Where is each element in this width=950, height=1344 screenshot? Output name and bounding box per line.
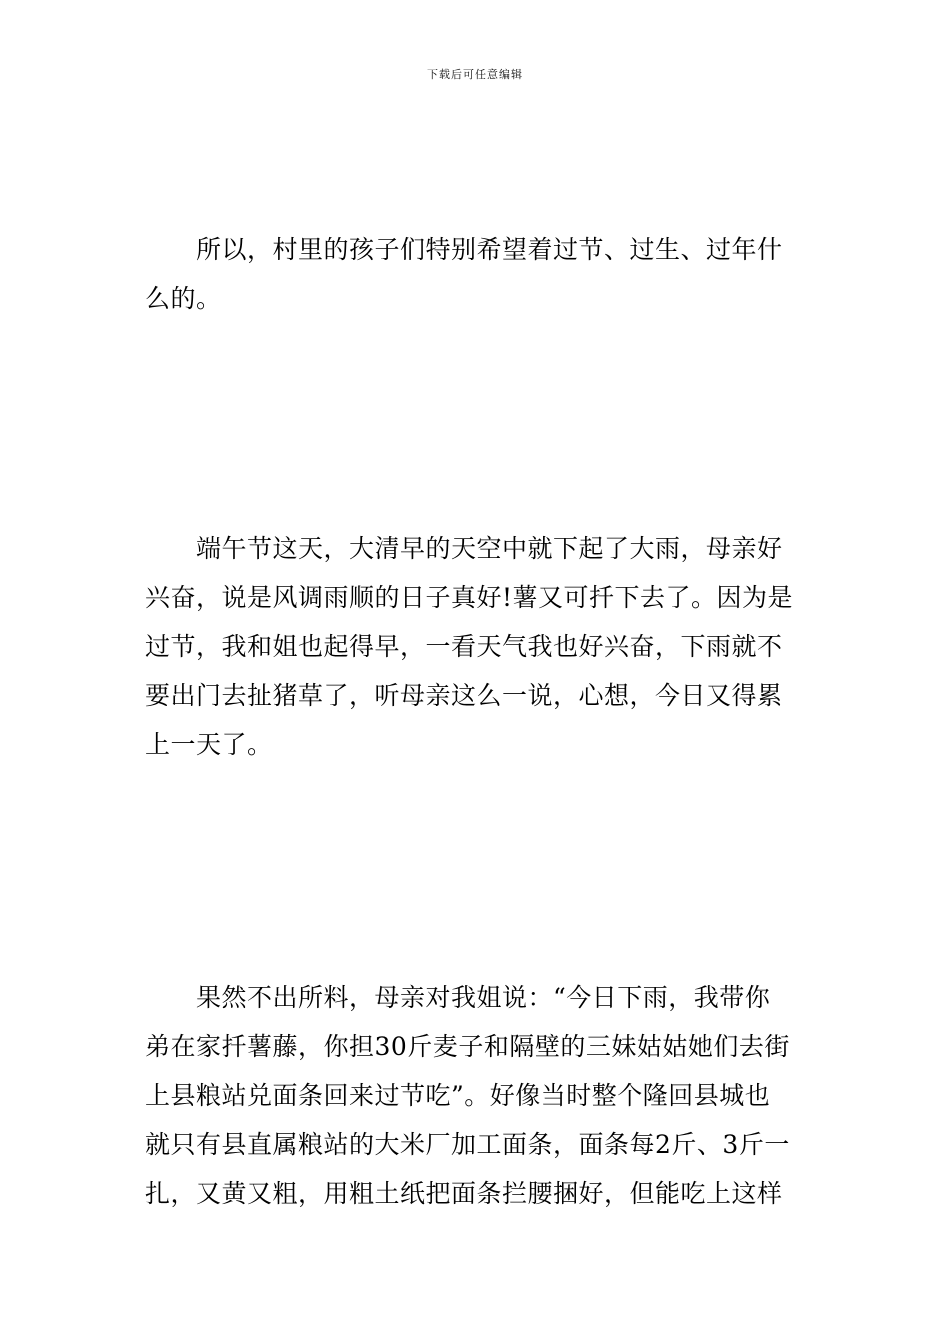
header-note: 下载后可任意编辑 [427, 68, 523, 81]
paragraph-3-line-2: 弟在家扦薯藤，你担30斤麦子和隔壁的三妹姑姑她们去街 [145, 1032, 790, 1061]
paragraph-2-line-3: 过节，我和姐也起得早，一看天气我也好兴奋，下雨就不 [145, 632, 783, 661]
paragraph-2-line-1: 端午节这天，大清早的天空中就下起了大雨，母亲好 [196, 534, 783, 563]
paragraph-2-line-4: 要出门去扯猪草了，听母亲这么一说，心想，今日又得累 [145, 681, 783, 710]
paragraph-3-line-3: 上县粮站兑面条回来过节吃”。好像当时整个隆回县城也 [145, 1081, 771, 1110]
paragraph-3-line-5: 扎，又黄又粗，用粗土纸把面条拦腰捆好，但能吃上这样 [145, 1179, 783, 1208]
paragraph-3-line-4: 就只有县直属粮站的大米厂加工面条，面条每2斤、3斤一 [145, 1130, 790, 1159]
paragraph-2-line-2: 兴奋，说是风调雨顺的日子真好!薯又可扦下去了。因为是 [145, 583, 794, 612]
paragraph-1-line-2: 么的。 [145, 284, 222, 313]
paragraph-3-line-1: 果然不出所料，母亲对我姐说：“今日下雨，我带你 [196, 983, 771, 1012]
paragraph-1-line-1: 所以，村里的孩子们特别希望着过节、过生、过年什 [196, 235, 783, 264]
paragraph-2-line-5: 上一天了。 [145, 730, 273, 759]
